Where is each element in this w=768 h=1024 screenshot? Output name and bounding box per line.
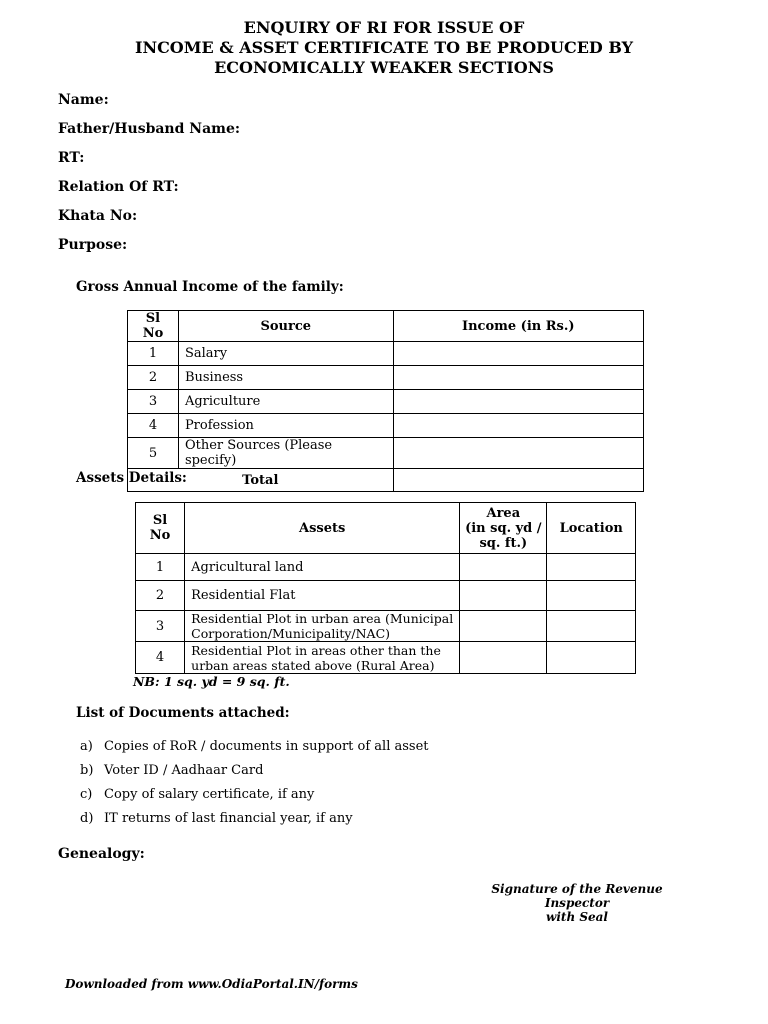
income-amount-cell[interactable] bbox=[393, 342, 643, 366]
list-item-letter: c) bbox=[80, 786, 93, 802]
list-item bbox=[80, 806, 429, 830]
table-row bbox=[136, 581, 636, 611]
asset-name-line-2: urban areas stated above (Rural Area) bbox=[191, 657, 435, 673]
income-sl-no: 3 bbox=[128, 390, 179, 414]
table-row bbox=[136, 642, 636, 674]
table-row bbox=[136, 611, 636, 642]
income-sl-no: 4 bbox=[128, 414, 179, 438]
asset-name bbox=[185, 581, 460, 611]
footer-source-text: Downloaded from www.OdiaPortal.IN/forms bbox=[65, 977, 358, 991]
table-row bbox=[128, 438, 644, 469]
income-source: Profession bbox=[178, 414, 393, 438]
income-total-cell[interactable] bbox=[393, 469, 643, 492]
assets-header-area-line-2: (in sq. yd / bbox=[465, 520, 542, 536]
conversion-note: NB: 1 sq. yd = 9 sq. ft. bbox=[133, 674, 290, 689]
income-amount-cell[interactable] bbox=[393, 438, 643, 469]
document-title bbox=[0, 18, 768, 78]
income-header-income: Income (in Rs.) bbox=[393, 311, 643, 342]
relation-of-rt-field-label: Relation Of RT: bbox=[58, 179, 179, 195]
documents-section-heading: List of Documents attached: bbox=[76, 705, 290, 721]
assets-header-area-line-1: Area bbox=[486, 505, 521, 521]
list-item bbox=[80, 759, 429, 783]
income-amount-cell[interactable] bbox=[393, 414, 643, 438]
asset-location-cell[interactable] bbox=[547, 611, 636, 642]
genealogy-label: Genealogy: bbox=[58, 846, 145, 862]
list-item-text: IT returns of last financial year, if any bbox=[104, 810, 353, 826]
signature-line-2: with Seal bbox=[546, 910, 608, 924]
title-line-2: INCOME & ASSET CERTIFICATE TO BE PRODUCED BY bbox=[134, 38, 634, 57]
asset-sl-no: 3 bbox=[136, 611, 185, 642]
asset-name-line-1: Residential Flat bbox=[191, 588, 296, 603]
asset-location-cell[interactable] bbox=[547, 581, 636, 611]
list-item-letter: b) bbox=[80, 763, 94, 779]
income-total-row bbox=[128, 469, 644, 492]
assets-header-assets: Assets bbox=[185, 503, 460, 554]
asset-area-cell[interactable] bbox=[460, 611, 547, 642]
assets-table-header-row bbox=[136, 503, 636, 554]
asset-name bbox=[185, 642, 460, 674]
asset-name bbox=[185, 611, 460, 642]
asset-name-line-1: Residential Plot in areas other than the bbox=[191, 642, 441, 658]
income-amount-cell[interactable] bbox=[393, 366, 643, 390]
list-item-text: Copies of RoR / documents in support of all asset bbox=[104, 739, 429, 755]
assets-header-location: Location bbox=[547, 503, 636, 554]
income-total-label: Total bbox=[128, 469, 394, 492]
income-table-header-row bbox=[128, 311, 644, 342]
income-header-source: Source bbox=[178, 311, 393, 342]
list-item-letter: a) bbox=[80, 739, 93, 755]
asset-area-cell[interactable] bbox=[460, 554, 547, 581]
asset-sl-no: 1 bbox=[136, 554, 185, 581]
asset-name bbox=[185, 554, 460, 581]
table-row bbox=[136, 554, 636, 581]
income-source: Agriculture bbox=[178, 390, 393, 414]
income-table bbox=[127, 310, 644, 492]
income-header-sl-no: Sl No bbox=[128, 311, 179, 342]
assets-header-area-line-3: sq. ft.) bbox=[479, 535, 528, 551]
asset-area-cell[interactable] bbox=[460, 581, 547, 611]
income-source: Salary bbox=[178, 342, 393, 366]
income-amount-cell[interactable] bbox=[393, 390, 643, 414]
asset-name-line-1: Agricultural land bbox=[191, 559, 304, 575]
name-field-label: Name: bbox=[58, 92, 109, 108]
khata-no-field-label: Khata No: bbox=[58, 208, 138, 224]
income-sl-no: 1 bbox=[128, 342, 179, 366]
assets-table bbox=[135, 502, 636, 674]
list-item bbox=[80, 735, 429, 759]
documents-list bbox=[80, 735, 429, 830]
asset-sl-no: 2 bbox=[136, 581, 185, 611]
income-source: Business bbox=[178, 366, 393, 390]
income-section-heading: Gross Annual Income of the family: bbox=[76, 279, 344, 295]
table-row bbox=[128, 366, 644, 390]
list-item-text: Copy of salary certificate, if any bbox=[104, 786, 315, 802]
table-row bbox=[128, 342, 644, 366]
asset-name-line-2: Corporation/Municipality/NAC) bbox=[191, 626, 391, 641]
income-sl-no: 2 bbox=[128, 366, 179, 390]
asset-location-cell[interactable] bbox=[547, 642, 636, 674]
assets-header-area bbox=[460, 503, 547, 554]
signature-line-1: Signature of the Revenue Inspector bbox=[491, 882, 663, 910]
title-line-3: ECONOMICALLY WEAKER SECTIONS bbox=[214, 58, 554, 77]
table-row bbox=[128, 414, 644, 438]
table-row bbox=[128, 390, 644, 414]
title-line-1: ENQUIRY OF RI FOR ISSUE OF bbox=[243, 18, 525, 37]
assets-header-sl-no: Sl No bbox=[136, 503, 185, 554]
purpose-field-label: Purpose: bbox=[58, 237, 128, 253]
asset-area-cell[interactable] bbox=[460, 642, 547, 674]
asset-sl-no: 4 bbox=[136, 642, 185, 674]
rt-field-label: RT: bbox=[58, 150, 85, 166]
list-item-text: Voter ID / Aadhaar Card bbox=[104, 763, 264, 779]
list-item bbox=[80, 783, 429, 807]
income-sl-no: 5 bbox=[128, 438, 179, 469]
father-husband-name-field-label: Father/Husband Name: bbox=[58, 121, 241, 137]
asset-name-line-1: Residential Plot in urban area (Municipal bbox=[191, 611, 454, 626]
list-item-letter: d) bbox=[80, 810, 94, 826]
asset-location-cell[interactable] bbox=[547, 554, 636, 581]
assets-section-heading: Assets Details: bbox=[76, 470, 187, 486]
income-source: Other Sources (Please specify) bbox=[178, 438, 393, 469]
signature-block bbox=[466, 882, 688, 924]
